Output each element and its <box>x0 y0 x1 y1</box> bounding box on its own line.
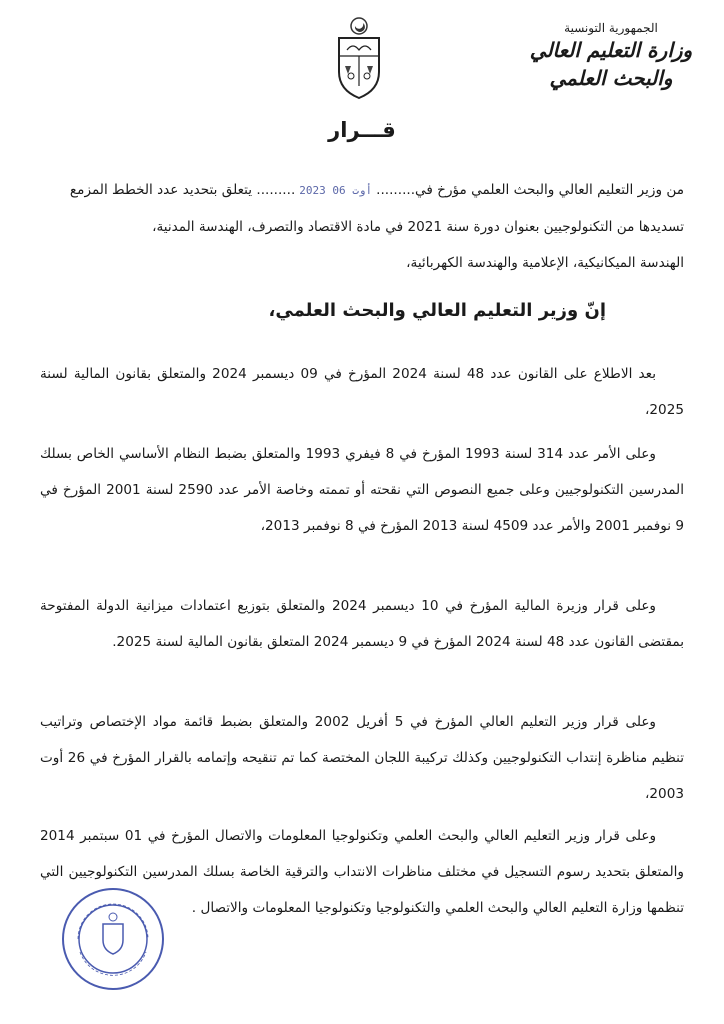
intro-line-1: من وزير التعليم العالي والبحث العلمي مؤرخ في.........2023 أوت 06......... يتعلق بتحديد عدد الخطط المزمع <box>40 172 684 209</box>
ministry-name-line2: والبحث العلمي <box>549 66 673 90</box>
minister-heading: إنّ وزير التعليم العالي والبحث العلمي، <box>268 300 606 321</box>
date-stamp: 2023 أوت 06 <box>299 184 373 197</box>
decree-intro <box>40 172 684 281</box>
decree-title: قـــرار <box>328 118 396 142</box>
paragraph-2 <box>40 436 684 544</box>
ministry-header <box>526 20 696 92</box>
intro-line-3: الهندسة الميكانيكية، الإعلامية والهندسة الكهربائية، <box>406 255 684 271</box>
intro-line-2: تسديدها من التكنولوجيين بعنوان دورة سنة 2021 في مادة الاقتصاد والتصرف، الهندسة المدنية، <box>152 219 684 235</box>
paragraph-text: وعلى قرار وزيرة المالية المؤرخ في 10 ديسمبر 2024 والمتعلق بتوزيع اعتمادات ميزانية الدولة المفتوحة بمقتضى القانون عدد 48 لسنة 2024 المؤرخ في 9 ديسمبر 2024 المتعلق بقانون المالية لسنة 2025. <box>40 598 684 650</box>
official-ministry-seal-icon <box>58 884 168 994</box>
intro-line-1-end: يتعلق بتحديد عدد الخطط المزمع <box>69 182 253 198</box>
paragraph-text: وعلى قرار وزير التعليم العالي والبحث العلمي وتكنولوجيا المعلومات والاتصال المؤرخ في 01 سبتمبر 2014 والمتعلق بتحديد رسوم التسجيل في مختلف مناظرات الانتداب والترقية الخاصة بسلك المدرسين التكنولوجيين التي تنظمها وزارة التعليم العالي والبحث العلمي والتكنولوجيا وتكنولوجيا المعلومات والاتصال . <box>40 828 684 916</box>
paragraph-text: بعد الاطلاع على القانون عدد 48 لسنة 2024 المؤرخ في 09 ديسمبر 2024 والمتعلق بقانون المالية لسنة 2025، <box>40 366 684 418</box>
intro-line-1-start: من وزير التعليم العالي والبحث العلمي مؤرخ في <box>415 182 684 198</box>
paragraph-text: وعلى قرار وزير التعليم العالي المؤرخ في 5 أفريل 2002 والمتعلق بضبط قائمة مواد الإختصاص وتراتيب تنظيم مناظرة إنتداب التكنولوجيين وكذلك تركيبة اللجان المختصة كما تم تنقيحه وإتمامه بالقرار المؤرخ في 26 أوت 2003، <box>40 714 684 802</box>
paragraph-text: وعلى الأمر عدد 314 لسنة 1993 المؤرخ في 8 فيفري 1993 والمتعلق بضبط النظام الأساسي الخاص بسلك المدرسين التكنولوجيين وعلى جميع النصوص التي نقحته أو تممته وخاصة الأمر عدد 2590 لسنة 2001 المؤرخ في 9 نوفمبر 2001 والأمر عدد 4509 لسنة 2013 المؤرخ في 8 نوفمبر 2013، <box>40 446 684 534</box>
tunisia-coat-of-arms-icon <box>333 16 385 102</box>
republic-label: الجمهورية التونسية <box>564 21 658 35</box>
paragraph-3 <box>40 588 684 660</box>
paragraph-4 <box>40 704 684 812</box>
paragraph-1 <box>40 356 684 428</box>
ministry-name-line1: وزارة التعليم العالي <box>529 38 693 62</box>
